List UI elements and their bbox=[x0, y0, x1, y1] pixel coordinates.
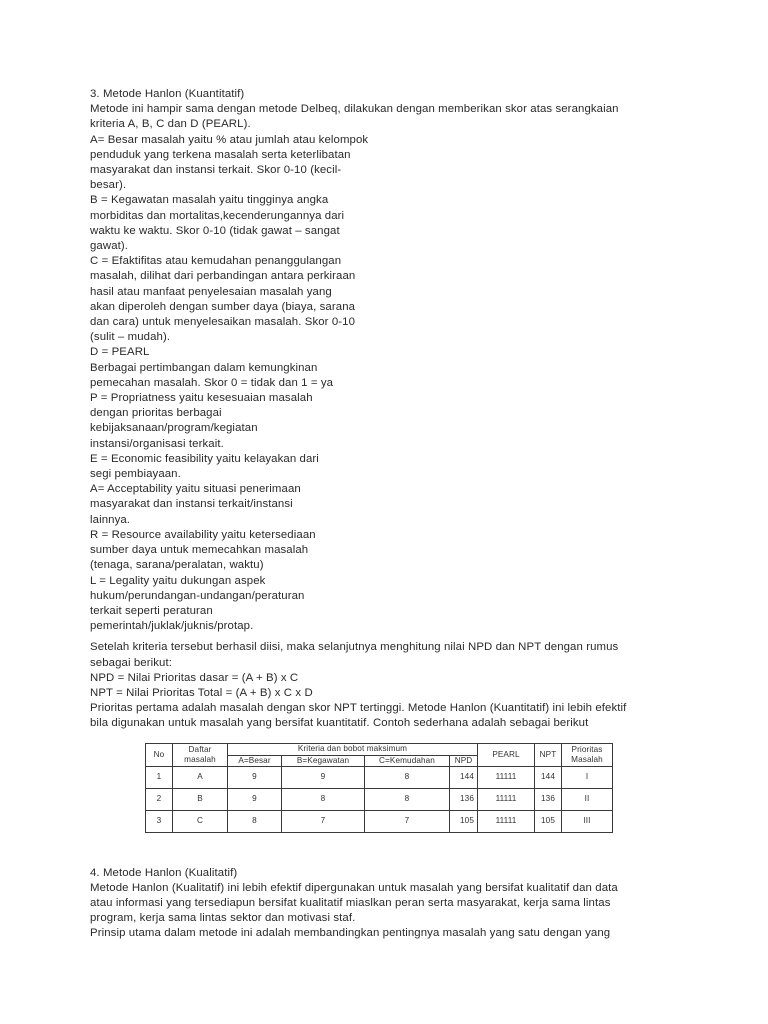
cell-masalah: B bbox=[173, 788, 228, 810]
cell-prioritas: II bbox=[562, 788, 613, 810]
cell-c: 8 bbox=[365, 788, 450, 810]
cell-npd: 136 bbox=[450, 788, 478, 810]
text-line: (tenaga, sarana/peralatan, waktu) bbox=[90, 559, 264, 572]
header-pearl: PEARL bbox=[478, 743, 535, 766]
text-line: Metode ini hampir sama dengan metode Delbeq, dilakukan dengan memberikan skor atas serangkaian bbox=[90, 103, 619, 116]
table-row bbox=[146, 810, 613, 832]
table-row bbox=[146, 766, 613, 788]
text-line: bila digunakan untuk masalah yang bersifat kuantitatif. Contoh sederhana adalah sebagai berikut bbox=[90, 717, 589, 730]
header-daftar-masalah: Daftar masalah bbox=[173, 743, 228, 766]
table-container bbox=[90, 739, 680, 843]
cell-a: 9 bbox=[228, 766, 282, 788]
text-line: 3. Metode Hanlon (Kuantitatif) bbox=[90, 88, 245, 100]
cell-npt: 105 bbox=[535, 810, 562, 832]
header-prioritas: Prioritas Masalah bbox=[562, 743, 613, 766]
cell-pearl: 11111 bbox=[478, 788, 535, 810]
text-line: masyarakat dan instansi terkait. Skor 0-10 (kecil- bbox=[90, 164, 342, 177]
cell-a: 8 bbox=[228, 810, 282, 832]
cell-c: 8 bbox=[365, 766, 450, 788]
cell-masalah: C bbox=[173, 810, 228, 832]
text-line: E = Economic feasibility yaitu kelayakan dari bbox=[90, 452, 319, 465]
text-line: terkait seperti peraturan bbox=[90, 604, 213, 617]
text-line: P = Propriatness yaitu kesesuaian masalah bbox=[90, 392, 313, 405]
text-line: Prioritas pertama adalah masalah dengan skor NPT tertinggi. Metode Hanlon (Kuantitatif) ini lebih efektif bbox=[90, 702, 627, 715]
hanlon-criteria-table bbox=[145, 743, 613, 833]
section-hanlon-kuantitatif bbox=[90, 87, 680, 634]
cell-b: 7 bbox=[282, 810, 365, 832]
cell-a: 9 bbox=[228, 788, 282, 810]
text-line: NPD = Nilai Prioritas dasar = (A + B) x C bbox=[90, 671, 299, 684]
cell-c: 7 bbox=[365, 810, 450, 832]
cell-npt: 144 bbox=[535, 766, 562, 788]
text-line: A= Acceptability yaitu situasi penerimaan bbox=[90, 483, 301, 496]
text-line: pemecahan masalah. Skor 0 = tidak dan 1 = ya bbox=[90, 376, 334, 389]
text-line: masyarakat dan instansi terkait/instansi bbox=[90, 498, 293, 511]
text-line: (sulit – mudah). bbox=[90, 331, 171, 344]
cell-no: 1 bbox=[146, 766, 173, 788]
text-line: pemerintah/juklak/juknis/protap. bbox=[90, 620, 254, 633]
cell-pearl: 11111 bbox=[478, 766, 535, 788]
text-line: Setelah kriteria tersebut berhasil diisi, maka selanjutnya menghitung nilai NPD dan NPT dengan rumus bbox=[90, 641, 619, 654]
text-line: besar). bbox=[90, 179, 127, 192]
text-line: segi pembiayaan. bbox=[90, 468, 181, 481]
header-no: No bbox=[146, 743, 173, 766]
text-line: program, kerja sama lintas sektor dan motivasi staf. bbox=[90, 912, 356, 925]
text-line: waktu ke waktu. Skor 0-10 (tidak gawat – sangat bbox=[90, 224, 340, 237]
text-line: C = Efaktifitas atau kemudahan penanggulangan bbox=[90, 255, 342, 268]
text-line: atau informasi yang tersediapun bersifat kualitatif miaslkan peran serta masyarakat, kerja sama lintas bbox=[90, 896, 611, 909]
header-c-kemudahan: C=Kemudahan bbox=[365, 755, 450, 766]
text-line: kebijaksanaan/program/kegiatan bbox=[90, 422, 258, 435]
text-line: akan diperoleh dengan sumber daya (biaya, sarana bbox=[90, 300, 356, 313]
cell-no: 2 bbox=[146, 788, 173, 810]
text-line: sumber daya untuk memecahkan masalah bbox=[90, 544, 309, 557]
text-line: A= Besar masalah yaitu % atau jumlah atau kelompok bbox=[90, 133, 369, 146]
cell-prioritas: I bbox=[562, 766, 613, 788]
text-line: penduduk yang terkena masalah serta keterlibatan bbox=[90, 148, 351, 161]
cell-no: 3 bbox=[146, 810, 173, 832]
text-line: masalah, dilihat dari perbandingan antara perkiraan bbox=[90, 270, 356, 283]
table-row bbox=[146, 788, 613, 810]
text-line: NPT = Nilai Prioritas Total = (A + B) x C x D bbox=[90, 686, 313, 699]
header-a-besar: A=Besar bbox=[228, 755, 282, 766]
document-body bbox=[90, 87, 680, 942]
cell-b: 9 bbox=[282, 766, 365, 788]
text-line: dengan prioritas berbagai bbox=[90, 407, 222, 420]
cell-npd: 144 bbox=[450, 766, 478, 788]
table-body bbox=[146, 766, 613, 832]
header-b-kegawatan: B=Kegawatan bbox=[282, 755, 365, 766]
text-line: Berbagai pertimbangan dalam kemungkinan bbox=[90, 361, 318, 374]
text-line: gawat). bbox=[90, 240, 129, 253]
header-npd: NPD bbox=[450, 755, 478, 766]
text-line: D = PEARL bbox=[90, 346, 150, 359]
text-line: kriteria A, B, C dan D (PEARL). bbox=[90, 118, 251, 131]
section-hanlon-kualitatif bbox=[90, 866, 680, 942]
cell-b: 8 bbox=[282, 788, 365, 810]
text-line: hasil atau manfaat penyelesaian masalah yang bbox=[90, 285, 332, 298]
header-npt: NPT bbox=[535, 743, 562, 766]
text-line: morbiditas dan mortalitas,kecenderungannya dari bbox=[90, 209, 345, 222]
text-line: 4. Metode Hanlon (Kualitatif) bbox=[90, 866, 238, 879]
cell-npt: 136 bbox=[535, 788, 562, 810]
cell-masalah: A bbox=[173, 766, 228, 788]
text-line: B = Kegawatan masalah yaitu tingginya angka bbox=[90, 194, 329, 207]
npd-npt-formula-section bbox=[90, 640, 680, 731]
text-line: sebagai berikut: bbox=[90, 656, 173, 669]
text-line: lainnya. bbox=[90, 513, 131, 526]
header-kriteria: Kriteria dan bobot maksimum bbox=[228, 743, 478, 755]
text-line: instansi/organisasi terkait. bbox=[90, 437, 224, 450]
text-line: Prinsip utama dalam metode ini adalah membandingkan pentingnya masalah yang satu dengan yang bbox=[90, 927, 611, 940]
text-line: dan cara) untuk menyelesaikan masalah. Skor 0-10 bbox=[90, 316, 356, 329]
cell-npd: 105 bbox=[450, 810, 478, 832]
cell-prioritas: III bbox=[562, 810, 613, 832]
cell-pearl: 11111 bbox=[478, 810, 535, 832]
text-line: L = Legality yaitu dukungan aspek bbox=[90, 574, 266, 587]
text-line: Metode Hanlon (Kualitatif) ini lebih efektif dipergunakan untuk masalah yang bersifat kualitatif dan data bbox=[90, 881, 618, 894]
text-line: hukum/perundangan-undangan/peraturan bbox=[90, 589, 305, 602]
text-line: R = Resource availability yaitu ketersediaan bbox=[90, 528, 316, 541]
